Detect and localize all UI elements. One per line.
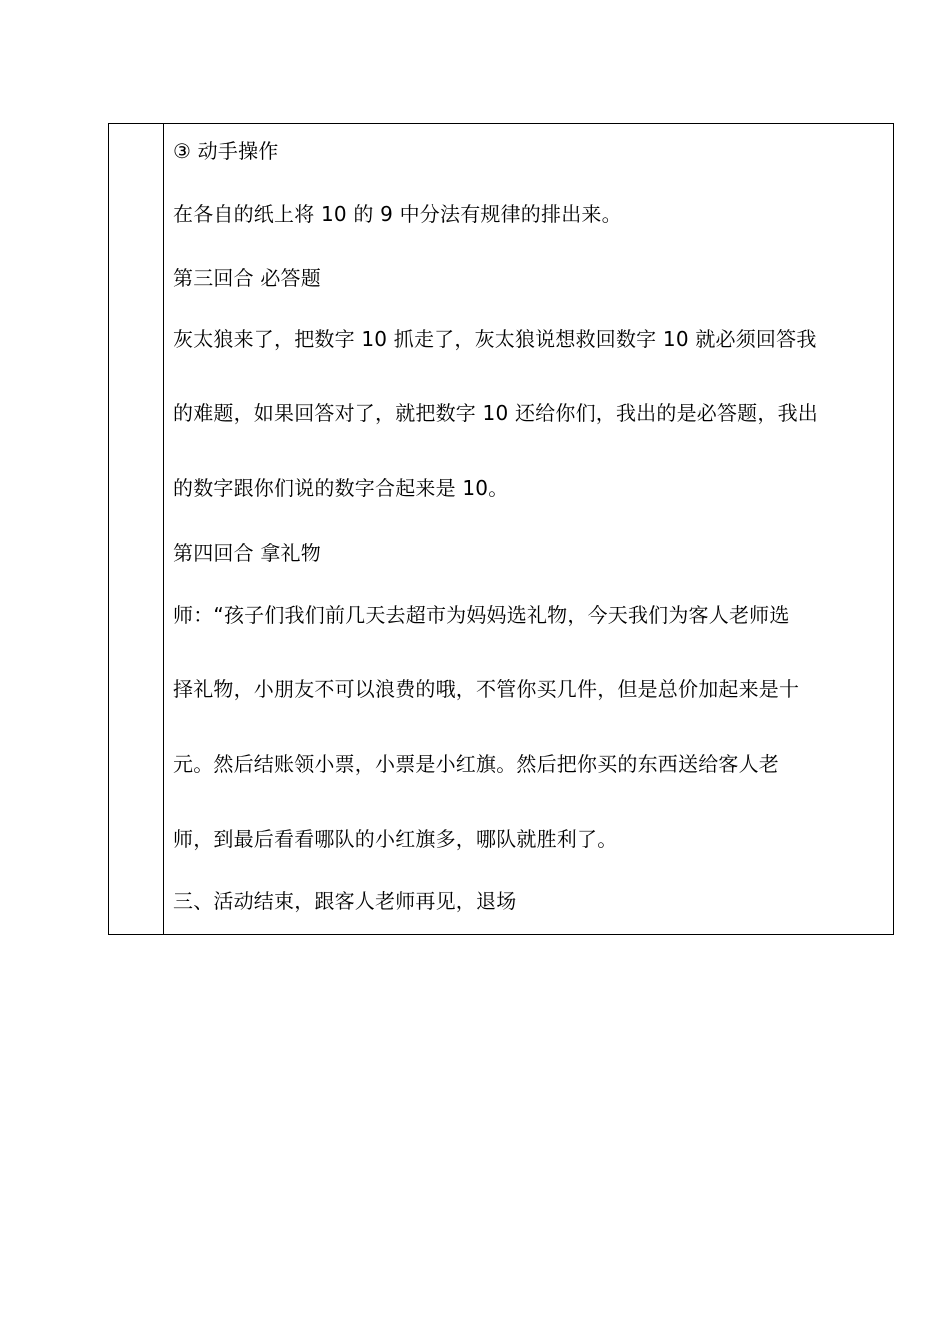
content-table: [108, 123, 894, 935]
text-line-2: 在各自的纸上将 10 的 9 中分法有规律的排出来。: [173, 202, 622, 226]
text-line-9: 择礼物，小朋友不可以浪费的哦，不管你买几件，但是总价加起来是十: [173, 677, 800, 701]
table-right-cell: [164, 124, 893, 934]
text-line-3: 第三回合 必答题: [173, 266, 321, 290]
text-line-10: 元。然后结账领小票，小票是小红旗。然后把你买的东西送给客人老: [173, 752, 779, 776]
text-line-4: 灰太狼来了，把数字 10 抓走了，灰太狼说想救回数字 10 就必须回答我: [173, 327, 817, 351]
text-line-8: 师：“孩子们我们前几天去超市为妈妈选礼物，今天我们为客人老师选: [173, 603, 790, 627]
table-left-cell: [109, 124, 164, 934]
text-line-5: 的难题，如果回答对了，就把数字 10 还给你们，我出的是必答题，我出: [173, 401, 818, 425]
text-line-11: 师，到最后看看哪队的小红旗多，哪队就胜利了。: [173, 827, 618, 851]
text-line-12: 三、活动结束，跟客人老师再见，退场: [173, 889, 517, 913]
text-line-6: 的数字跟你们说的数字合起来是 10。: [173, 476, 509, 500]
text-line-1: ③ 动手操作: [173, 139, 279, 163]
text-line-7: 第四回合 拿礼物: [173, 541, 321, 565]
